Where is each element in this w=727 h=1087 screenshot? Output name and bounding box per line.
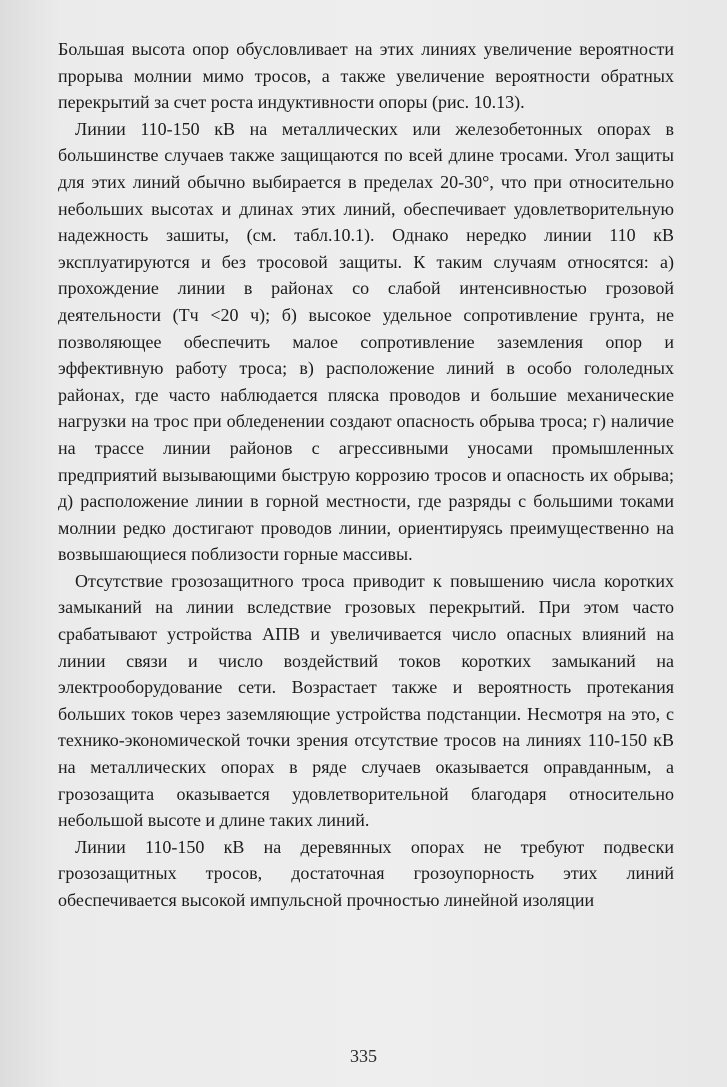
paragraph-3: Отсутствие грозозащитного троса приводит к повышению числа коротких замыканий на линии вследствие грозовых перекрытий. При этом часто срабатывают устройства АПВ и увеличивается число опасных влияний на линии связи и число воздействий токов коротких замыканий на электрооборудование сети. Возрастает также и вероятность протекания больших токов через заземляющие устройства подстанции. Несмотря на это, с технико-экономической точки зрения отсутствие тросов на линиях 110-150 кВ на металлических опорах в ряде случаев оказывается оправданным, а грозозащита оказывается удовлетворительной благодаря относительно небольшой высоте и длине таких линий.	[58, 570, 674, 831]
page-number: 335	[350, 1046, 377, 1066]
paragraph-4: Линии 110-150 кВ на деревянных опорах не требуют подвески грозозащитных тросов, достаточная грозоупорность этих линий обеспечивается высокой импульсной прочностью линейной изоляции	[58, 836, 674, 910]
paragraph-1: Большая высота опор обусловливает на этих линиях увеличение вероятности прорыва молнии мимо тросов, а также увеличение вероятности обратных перекрытий за счет роста индуктивности опоры (рис. 10.13).	[58, 39, 674, 113]
page-body-text	[58, 36, 674, 914]
paragraph-2: Линии 110-150 кВ на металлических или железобетонных опорах в большинстве случаев также защищаются по всей длине тросами. Угол защиты для этих линий обычно выбирается в пределах 20-30°, что при относительно небольших высотах и длинах этих линий, обеспечивает удовлетворительную надежность зашиты, (см. табл.10.1). Однако нередко линии 110 кВ эксплуатируются и без тросовой защиты. К таким случаям относятся: а) прохождение линии в районах со слабой интенсивностью грозовой деятельности (Tч <20 ч); б) высокое удельное сопротивление грунта, не позволяющее обеспечить малое сопротивление заземления опор и эффективную работу троса; в) расположение линий в особо гололедных районах, где часто наблюдается пляска проводов и большие механические нагрузки на трос при обледенении создают опасность обрыва троса; г) наличие на трассе линии районов с агрессивными уносами промышленных предприятий вызывающими быструю коррозию тросов и опасность их обрыва; д) расположение линии в горной местности, где разряды с большими токами молнии редко достигают проводов линии, ориентируясь преимущественно на возвышающиеся поблизости горные массивы.	[58, 118, 674, 565]
